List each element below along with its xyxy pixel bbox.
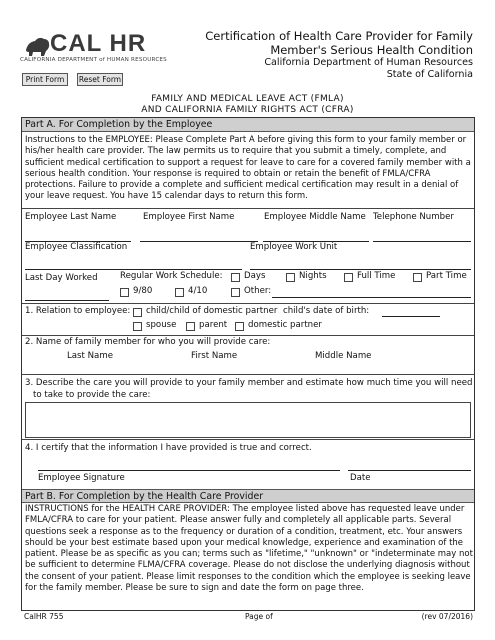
relation-label: 1. Relation to employee:: [25, 306, 131, 316]
print-form-button[interactable]: Print Form: [22, 73, 68, 86]
telephone-number-field[interactable]: [373, 241, 471, 242]
other-label: Other:: [244, 286, 272, 296]
part-time-checkbox[interactable]: [413, 273, 422, 282]
full-time-checkbox[interactable]: [344, 273, 353, 282]
form-id: CalHR 755: [24, 612, 64, 621]
part-b-heading: Part B. For Completion by the Health Care Provider: [22, 489, 474, 503]
last-day-worked-label: Last Day Worked: [25, 273, 98, 283]
date-field[interactable]: [348, 470, 471, 471]
domestic-partner-label: domestic partner: [248, 320, 322, 330]
department-name: California Department of Human Resources: [264, 57, 473, 68]
act-title-line1: FAMILY AND MEDICAL LEAVE ACT (FMLA): [151, 94, 344, 104]
logo-wordmark: CAL HR: [50, 30, 147, 57]
spouse-checkbox[interactable]: [133, 322, 142, 331]
q2-label: 2. Name of family member for who you will provide care:: [25, 337, 271, 347]
parent-checkbox[interactable]: [186, 322, 195, 331]
form-container: [21, 117, 475, 611]
reset-form-button[interactable]: Reset Form: [78, 75, 122, 84]
form-title: [203, 29, 473, 57]
nights-checkbox[interactable]: [286, 273, 295, 282]
parent-label: parent: [199, 320, 228, 330]
part-a-instructions: Instructions to the EMPLOYEE: Please Complete Part A before giving this form to your family member or his/her health care provider. The law permits us to require that you submit a timely, complete, and sufficient medical certification to support a request for leave to care for a covered family member with a serious health condition. Your response is required to obtain or retain the benefit of FMLA/CFRA protections. Failure to provide a complete and sufficient medical certification may result in a denial of your leave request. You have 15 calendar days to return this form.: [25, 135, 471, 202]
child-dob-label: child's date of birth:: [283, 306, 370, 316]
form-title-line2: Member's Serious Health Condition: [270, 43, 473, 57]
telephone-number-label: Telephone Number: [373, 212, 454, 222]
other-checkbox[interactable]: [231, 288, 240, 297]
child-label: child/child of domestic partner: [146, 306, 278, 316]
bear-icon: [22, 30, 52, 60]
divider: [22, 439, 474, 440]
last-day-worked-field[interactable]: [25, 300, 109, 301]
days-checkbox[interactable]: [231, 273, 240, 282]
divider: [22, 303, 474, 304]
employee-signature-field[interactable]: [38, 470, 340, 471]
q3-label-line2: to take to provide the care:: [33, 390, 151, 400]
logo-subtitle: CALIFORNIA DEPARTMENT of HUMAN RESOURCES: [20, 57, 167, 63]
employee-signature-label: Employee Signature: [38, 473, 125, 483]
q4-label: 4. I certify that the information I have provided is true and correct.: [25, 443, 312, 453]
four-ten-label: 4/10: [188, 286, 208, 296]
state-name: State of California: [386, 68, 473, 80]
child-dob-field[interactable]: [382, 316, 440, 317]
employee-work-unit-field[interactable]: [250, 269, 471, 270]
divider: [22, 208, 474, 209]
department-block: [264, 57, 473, 80]
employee-last-name-label: Employee Last Name: [25, 212, 117, 222]
child-checkbox[interactable]: [133, 308, 142, 317]
nights-label: Nights: [299, 271, 327, 281]
divider: [22, 335, 474, 336]
other-schedule-field[interactable]: [272, 297, 471, 298]
act-title-line2: AND CALIFORNIA FAMILY RIGHTS ACT (CFRA): [141, 105, 354, 115]
employee-first-name-field[interactable]: [140, 241, 258, 242]
spouse-label: spouse: [146, 320, 177, 330]
part-a-heading: Part A. For Completion by the Employee: [22, 118, 474, 132]
page-number: Page of: [245, 612, 273, 621]
q3-label-line1: 3. Describe the care you will provide to your family member and estimate how much time you will need: [25, 378, 473, 388]
q2-middle-name-label: Middle Name: [315, 351, 372, 361]
regular-work-schedule-label: Regular Work Schedule:: [120, 271, 223, 281]
domestic-partner-checkbox[interactable]: [235, 322, 244, 331]
employee-work-unit-label: Employee Work Unit: [250, 242, 338, 252]
full-time-label: Full Time: [357, 271, 396, 281]
days-label: Days: [244, 271, 266, 281]
part-b-instructions: INSTRUCTIONS for the HEALTH CARE PROVIDER: The employee listed above has requested leave under FMLA/CFRA to care for your patient. Please answer fully and completely all applicable parts. Several questions seek a response as to the frequency or duration of a condition, treatment, etc. Your answers should be your best estimate based upon your medical knowledge, experience and examination of the patient. Please be as specific as you can; terms such as "lifetime," "unknown" or "indeterminate may not be sufficient to determine FLMA/CFRA coverage. Please do not disclose the underlying diagnosis without the consent of your patient. Please limit responses to the condition which the employee is seeking leave for the family member. Please be sure to sign and date the form on page three.: [25, 504, 473, 594]
nine-eighty-label: 9/80: [133, 286, 153, 296]
family-member-name-field[interactable]: [25, 361, 471, 371]
q2-first-name-label: First Name: [191, 351, 238, 361]
employee-classification-label: Employee Classification: [25, 242, 128, 252]
part-time-label: Part Time: [426, 271, 467, 281]
care-description-textarea[interactable]: [25, 402, 471, 438]
form-title-line1: Certification of Health Care Provider for Family: [205, 29, 473, 43]
revision-date: (rev 07/2016): [421, 612, 473, 621]
employee-classification-field[interactable]: [25, 269, 242, 270]
nine-eighty-checkbox[interactable]: [120, 288, 129, 297]
employee-first-name-label: Employee First Name: [143, 212, 235, 222]
divider: [22, 374, 474, 375]
four-ten-checkbox[interactable]: [175, 288, 184, 297]
date-label: Date: [350, 473, 371, 483]
q2-last-name-label: Last Name: [67, 351, 113, 361]
employee-middle-name-label: Employee Middle Name: [264, 212, 366, 222]
